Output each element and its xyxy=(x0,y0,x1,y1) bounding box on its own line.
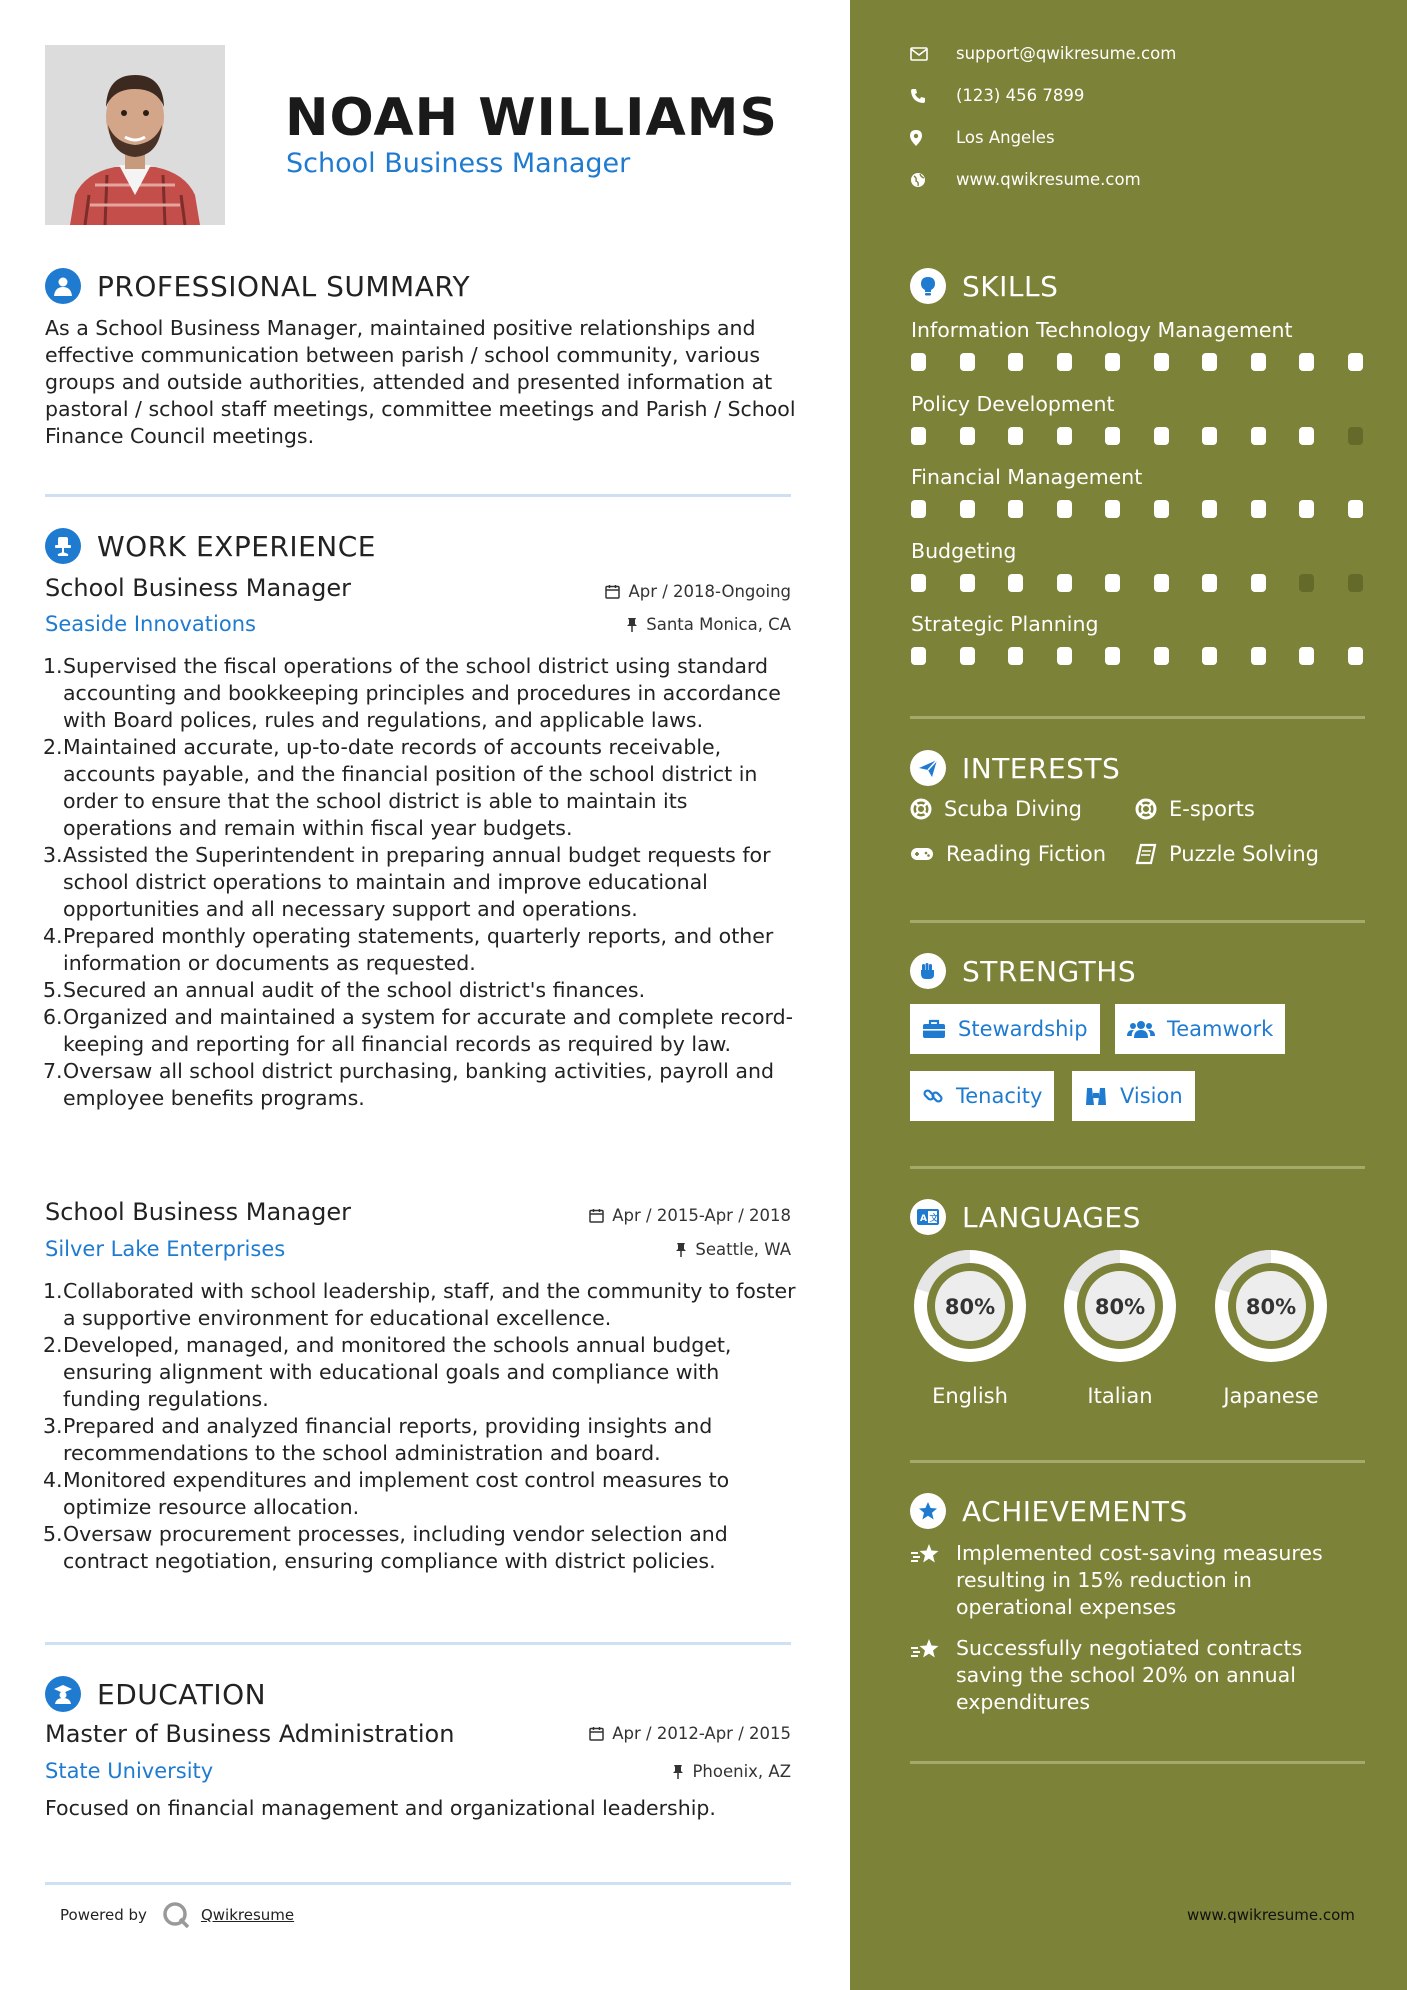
strength-label: Stewardship xyxy=(958,1017,1088,1041)
divider xyxy=(910,920,1365,923)
list-item: Supervised the fiscal operations of the school district using standard accounting and bookkeeping principles and procedures in accordance with Board polices, rules and regulations, and applicable laws. xyxy=(63,654,781,732)
skill-dot xyxy=(1154,500,1169,518)
degree: Master of Business Administration xyxy=(45,1720,455,1748)
achievements-title: ACHIEVEMENTS xyxy=(962,1494,1188,1528)
education-heading xyxy=(45,1676,266,1712)
skill-dot xyxy=(1202,574,1217,592)
globe-icon xyxy=(910,172,926,188)
gamepad-icon xyxy=(910,845,934,863)
skill-dot xyxy=(1299,500,1314,518)
strength-label: Teamwork xyxy=(1167,1017,1274,1041)
skill-dot xyxy=(1202,647,1217,665)
skill-dot xyxy=(1008,647,1023,665)
footer-website[interactable]: www.qwikresume.com xyxy=(1187,1906,1355,1924)
list-item: Maintained accurate, up-to-date records of accounts receivable, accounts payable, and the financial position of the school district in order to ensure that the school district is able to maintain its operations and remain within fiscal year budgets. xyxy=(63,735,758,840)
education-description: Focused on financial management and organizational leadership. xyxy=(45,1796,716,1820)
skill-dot xyxy=(1105,647,1120,665)
skill-dot xyxy=(911,427,926,445)
skill-dot xyxy=(911,353,926,371)
skill-dot xyxy=(1105,500,1120,518)
skill-dot xyxy=(1251,500,1266,518)
job-location-text: Seattle, WA xyxy=(695,1240,791,1259)
skill-level xyxy=(911,574,1363,592)
chair-icon xyxy=(45,528,81,564)
interest-label: Reading Fiction xyxy=(946,842,1107,866)
skill-level xyxy=(911,353,1363,371)
strengths-title: STRENGTHS xyxy=(962,954,1137,988)
divider xyxy=(45,1642,791,1645)
list-item: Oversaw procurement processes, including vendor selection and contract negotiation, ensuring compliance with district policies. xyxy=(63,1522,728,1573)
qwikresume-logo-icon xyxy=(161,1900,191,1930)
skill-dot xyxy=(1348,647,1363,665)
binoculars-icon xyxy=(1084,1085,1108,1107)
skill-name: Financial Management xyxy=(911,465,1143,489)
skills-title: SKILLS xyxy=(962,269,1059,303)
achievement-item xyxy=(910,1635,1360,1716)
qwikresume-link[interactable]: Qwikresume xyxy=(200,1906,295,1924)
users-icon xyxy=(1127,1019,1155,1039)
fist-icon xyxy=(910,953,946,989)
language-progress-ring xyxy=(1209,1244,1333,1368)
map-marker-icon xyxy=(910,130,922,146)
book-icon xyxy=(1135,843,1157,865)
skill-name: Policy Development xyxy=(911,391,1115,416)
skill-dot xyxy=(1251,427,1266,445)
language-progress-ring xyxy=(1058,1244,1182,1368)
education-location-text: Phoenix, AZ xyxy=(692,1762,791,1781)
skill-dot xyxy=(960,500,975,518)
footer-powered xyxy=(60,1900,294,1930)
skill-dot xyxy=(1008,427,1023,445)
job-location xyxy=(626,615,791,634)
achievement-item xyxy=(910,1540,1360,1621)
divider xyxy=(910,1460,1365,1463)
job-dates-text: Apr / 2018-Ongoing xyxy=(628,582,791,601)
job-location xyxy=(675,1240,791,1259)
skill-dot xyxy=(1299,353,1314,371)
contact-phone[interactable] xyxy=(910,86,1084,105)
list-item: Oversaw all school district purchasing, banking activities, payroll and employee benefits programs. xyxy=(63,1059,774,1110)
translate-icon xyxy=(910,1199,946,1235)
skill-dot xyxy=(1348,353,1363,371)
life-ring-icon xyxy=(1135,798,1157,820)
candidate-title: School Business Manager xyxy=(286,148,631,179)
education-dates xyxy=(589,1724,791,1743)
envelope-icon xyxy=(910,47,928,61)
skill-dot xyxy=(1057,427,1072,445)
skill-dot xyxy=(1299,574,1314,592)
skill-dot xyxy=(1154,427,1169,445)
skill-dot xyxy=(1251,647,1266,665)
calendar-icon xyxy=(589,1726,604,1741)
strength-label: Tenacity xyxy=(956,1084,1043,1108)
skill-dot xyxy=(1057,500,1072,518)
job-dates-text: Apr / 2015-Apr / 2018 xyxy=(612,1206,791,1225)
achievement-text: Successfully negotiated contracts saving the school 20% on annual expenditures xyxy=(956,1636,1303,1714)
job-dates xyxy=(605,582,791,601)
job-company: Seaside Innovations xyxy=(45,612,256,636)
language-name: Italian xyxy=(1087,1384,1153,1408)
calendar-icon xyxy=(605,584,620,599)
profile-photo xyxy=(45,45,225,225)
briefcase-icon xyxy=(922,1019,946,1039)
skill-dot xyxy=(1057,574,1072,592)
skill-dot xyxy=(960,353,975,371)
skill-dot xyxy=(960,574,975,592)
pin-icon xyxy=(626,617,638,633)
languages-heading xyxy=(910,1199,1141,1235)
skill-dot xyxy=(1154,353,1169,371)
list-item: Developed, managed, and monitored the schools annual budget, ensuring alignment with educational goals and compliance with funding regulations. xyxy=(63,1333,732,1411)
life-ring-icon xyxy=(910,798,932,820)
divider xyxy=(45,1882,791,1885)
language-name: Japanese xyxy=(1223,1384,1319,1408)
list-item: Organized and maintained a system for accurate and complete record-keeping and reporting for all financial records as required by law. xyxy=(63,1005,794,1056)
interest-label: Scuba Diving xyxy=(944,797,1082,821)
phone-icon xyxy=(910,88,926,104)
skill-dot xyxy=(1202,427,1217,445)
divider xyxy=(910,716,1365,719)
job-title: School Business Manager xyxy=(45,1198,351,1226)
strength-label: Vision xyxy=(1120,1084,1183,1108)
svg-text:文: 文 xyxy=(929,1214,939,1224)
paper-plane-icon xyxy=(910,750,946,786)
language-item xyxy=(1058,1244,1182,1408)
list-item: Prepared and analyzed financial reports, providing insights and recommendations to the school administration and board. xyxy=(63,1414,713,1465)
job-company: Silver Lake Enterprises xyxy=(45,1237,286,1261)
skill-level xyxy=(911,500,1363,518)
shooting-star-icon xyxy=(910,1542,942,1568)
skill-dot xyxy=(1105,574,1120,592)
list-item: Collaborated with school leadership, staff, and the community to foster a supportive environment for educational excellence. xyxy=(63,1279,796,1330)
skill-name: Budgeting xyxy=(911,538,1017,563)
summary-text: As a School Business Manager, maintained positive relationships and effective communication between parish / school community, various groups and outside authorities, attended and presented information at pastoral / school staff meetings, committee meetings and Parish / School Finance Council meetings. xyxy=(45,316,796,448)
language-progress-ring xyxy=(908,1244,1032,1368)
skill-level xyxy=(911,647,1363,665)
job-dates xyxy=(589,1206,791,1225)
phone-text[interactable]: (123) 456 7899 xyxy=(956,86,1085,105)
language-name: English xyxy=(932,1384,1008,1408)
user-icon xyxy=(45,268,81,304)
skills-heading xyxy=(910,268,1058,304)
skill-dot xyxy=(960,647,975,665)
list-item: Secured an annual audit of the school district's finances. xyxy=(63,978,646,1002)
strength-chip xyxy=(910,1071,1054,1121)
strength-chip xyxy=(1072,1071,1195,1121)
language-item xyxy=(908,1244,1032,1408)
list-item: Monitored expenditures and implement cost control measures to optimize resource allocation. xyxy=(63,1468,730,1519)
divider xyxy=(910,1166,1365,1169)
skill-dot xyxy=(1154,647,1169,665)
pin-icon xyxy=(672,1764,684,1780)
skill-dot xyxy=(911,574,926,592)
education-location xyxy=(672,1762,791,1781)
interest-item xyxy=(1135,842,1319,866)
strengths-heading xyxy=(910,953,1136,989)
achievement-text: Implemented cost-saving measures resulting in 15% reduction in operational expenses xyxy=(956,1541,1323,1619)
skill-dot xyxy=(1348,427,1363,445)
skill-dot xyxy=(1299,427,1314,445)
skill-name: Strategic Planning xyxy=(911,612,1099,636)
divider xyxy=(910,1761,1365,1764)
interest-item xyxy=(1135,797,1255,821)
calendar-icon xyxy=(589,1208,604,1223)
skill-dot xyxy=(1348,500,1363,518)
summary-title: PROFESSIONAL SUMMARY xyxy=(97,269,471,303)
skill-dot xyxy=(911,500,926,518)
shooting-star-icon xyxy=(910,1637,942,1663)
skill-dot xyxy=(1251,574,1266,592)
achievements-heading xyxy=(910,1493,1188,1529)
skill-dot xyxy=(1105,353,1120,371)
strength-chip xyxy=(910,1004,1100,1054)
education-title: EDUCATION xyxy=(97,1677,267,1711)
language-percent: 80% xyxy=(1094,1295,1146,1319)
interest-item xyxy=(910,842,1106,866)
location-text: Los Angeles xyxy=(956,128,1055,147)
skill-dot xyxy=(1202,500,1217,518)
skill-dot xyxy=(1299,647,1314,665)
list-item: Prepared monthly operating statements, quarterly reports, and other information or documents as requested. xyxy=(63,924,774,975)
contact-email[interactable] xyxy=(910,44,1176,63)
job-title: School Business Manager xyxy=(45,574,351,602)
experience-heading xyxy=(45,528,376,564)
experience-title: WORK EXPERIENCE xyxy=(97,529,376,563)
skill-dot xyxy=(1008,500,1023,518)
list-item: Assisted the Superintendent in preparing annual budget requests for school district operations to maintain and improve educational opportunities and all necessary support and operations. xyxy=(63,843,771,921)
interest-label: E-sports xyxy=(1169,797,1255,821)
skill-dot xyxy=(1251,353,1266,371)
skill-dot xyxy=(1348,574,1363,592)
skill-dot xyxy=(1154,574,1169,592)
skill-dot xyxy=(1057,353,1072,371)
graduate-icon xyxy=(45,1676,81,1712)
star-icon xyxy=(910,1493,946,1529)
contact-location xyxy=(910,128,1055,147)
pin-icon xyxy=(675,1242,687,1258)
website-text[interactable]: www.qwikresume.com xyxy=(956,170,1141,189)
skill-dot xyxy=(1202,353,1217,371)
divider xyxy=(45,494,791,497)
education-dates-text: Apr / 2012-Apr / 2015 xyxy=(612,1724,791,1743)
interests-title: INTERESTS xyxy=(962,751,1121,785)
email-text[interactable]: support@qwikresume.com xyxy=(956,44,1177,63)
summary-heading xyxy=(45,268,470,304)
candidate-name: NOAH WILLIAMS xyxy=(285,88,778,148)
skill-dot xyxy=(960,427,975,445)
contact-website[interactable] xyxy=(910,170,1141,189)
language-percent: 80% xyxy=(1245,1295,1297,1319)
interest-item xyxy=(910,797,1082,821)
interests-heading xyxy=(910,750,1120,786)
school: State University xyxy=(45,1759,214,1783)
powered-by-label: Powered by xyxy=(60,1906,147,1924)
svg-text:A: A xyxy=(920,1214,927,1224)
language-percent: 80% xyxy=(944,1295,996,1319)
job-location-text: Santa Monica, CA xyxy=(646,615,791,634)
languages-title: LANGUAGES xyxy=(962,1200,1141,1234)
strength-chip xyxy=(1115,1004,1285,1054)
skill-dot xyxy=(1008,574,1023,592)
interest-label: Puzzle Solving xyxy=(1169,842,1319,866)
lightbulb-icon xyxy=(910,268,946,304)
job-bullets xyxy=(45,653,797,1112)
language-item xyxy=(1209,1244,1333,1408)
skill-dot xyxy=(1057,647,1072,665)
skill-dot xyxy=(1008,353,1023,371)
job-bullets xyxy=(45,1278,797,1575)
skill-name: Information Technology Management xyxy=(911,318,1293,342)
skill-level xyxy=(911,427,1363,445)
skill-dot xyxy=(1105,427,1120,445)
link-icon xyxy=(922,1085,944,1107)
skill-dot xyxy=(911,647,926,665)
